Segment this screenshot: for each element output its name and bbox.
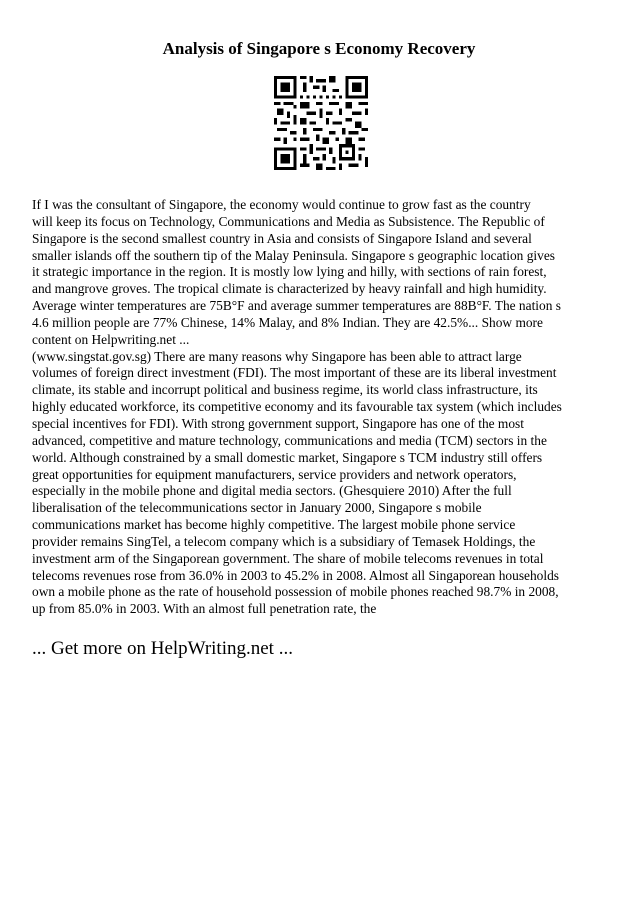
- text-line: volumes of foreign direct investment (FDI). The most important of these are its liberal investment: [32, 365, 557, 381]
- qr-finder-top-right: [345, 76, 368, 99]
- text-line: climate, its stable and incorrupt political and business regime, its world class infrastructure, its: [32, 382, 538, 398]
- text-line: investment arm of the Singaporean government. The share of mobile telecoms revenues in total: [32, 550, 544, 566]
- text-line: 4.6 million people are 77% Chinese, 14% Malay, and 8% Indian. They are 42.5%... Show more: [32, 314, 543, 330]
- text-line: it strategic importance in the region. It is mostly low lying and hilly, with sections of rain forest,: [32, 264, 547, 280]
- text-line: smaller islands off the southern tip of the Malay Peninsula. Singapore s geographic location gives: [32, 247, 555, 263]
- text-line: highly educated workforce, its competitive economy and its favourable tax system (which includes: [32, 399, 562, 415]
- text-line: content on Helpwriting.net ...: [32, 331, 190, 347]
- text-line: If I was the consultant of Singapore, the economy would continue to grow fast as the country: [32, 197, 531, 212]
- text-line: communications market has become highly competitive. The largest mobile phone service: [32, 517, 516, 533]
- text-line: Singapore is the second smallest country in Asia and consists of Singapore Island and several: [32, 230, 532, 246]
- text-line: advanced, competitive and mature technology, communications and media (TCM) sectors in the: [32, 432, 547, 448]
- article-body: [32, 197, 614, 618]
- text-line: special incentives for FDI). With strong government support, Singapore has one of the most: [32, 415, 524, 431]
- text-line: (www.singstat.gov.sg) There are many reasons why Singapore has been able to attract large: [32, 348, 522, 364]
- text-line: great opportunities for equipment manufacturers, service providers and network operators,: [32, 466, 517, 482]
- document-title: Analysis of Singapore s Economy Recovery: [162, 39, 476, 58]
- text-line: especially in the mobile phone and digital media sectors. (Ghesquiere 2010) After the full: [32, 483, 512, 499]
- text-line: provider remains SingTel, a telecom company which is a subsidiary of Temasek Holdings, the: [32, 533, 536, 549]
- text-line: telecoms revenues rose from 36.0% in 2003 to 45.2% in 2008. Almost all Singaporean households: [32, 567, 559, 583]
- text-line: Average winter temperatures are 75B°F and average summer temperatures are 88B°F. The nation s: [32, 298, 561, 314]
- text-line: will keep its focus on Technology, Communications and Media as Subsistence. The Republic of: [32, 213, 545, 229]
- qr-finder-bottom-left: [274, 147, 297, 170]
- qr-finder-top-left: [274, 76, 297, 99]
- text-line: liberalisation of the telecommunications sector in January 2000, Singapore s mobile: [32, 500, 482, 516]
- text-line: up from 85.0% in 2003. With an almost full penetration rate, the: [32, 601, 377, 617]
- qr-code: [274, 76, 368, 170]
- get-more-link[interactable]: ... Get more on HelpWriting.net ...: [32, 638, 293, 659]
- text-line: world. Although constrained by a small domestic market, Singapore s TCM industry still offers: [32, 449, 543, 465]
- text-line: own a mobile phone as the rate of household possession of mobile phones reached 98.7% in 2008,: [32, 584, 559, 600]
- text-line: and mangrove groves. The tropical climate is characterized by heavy rainfall and high humidity.: [32, 281, 547, 297]
